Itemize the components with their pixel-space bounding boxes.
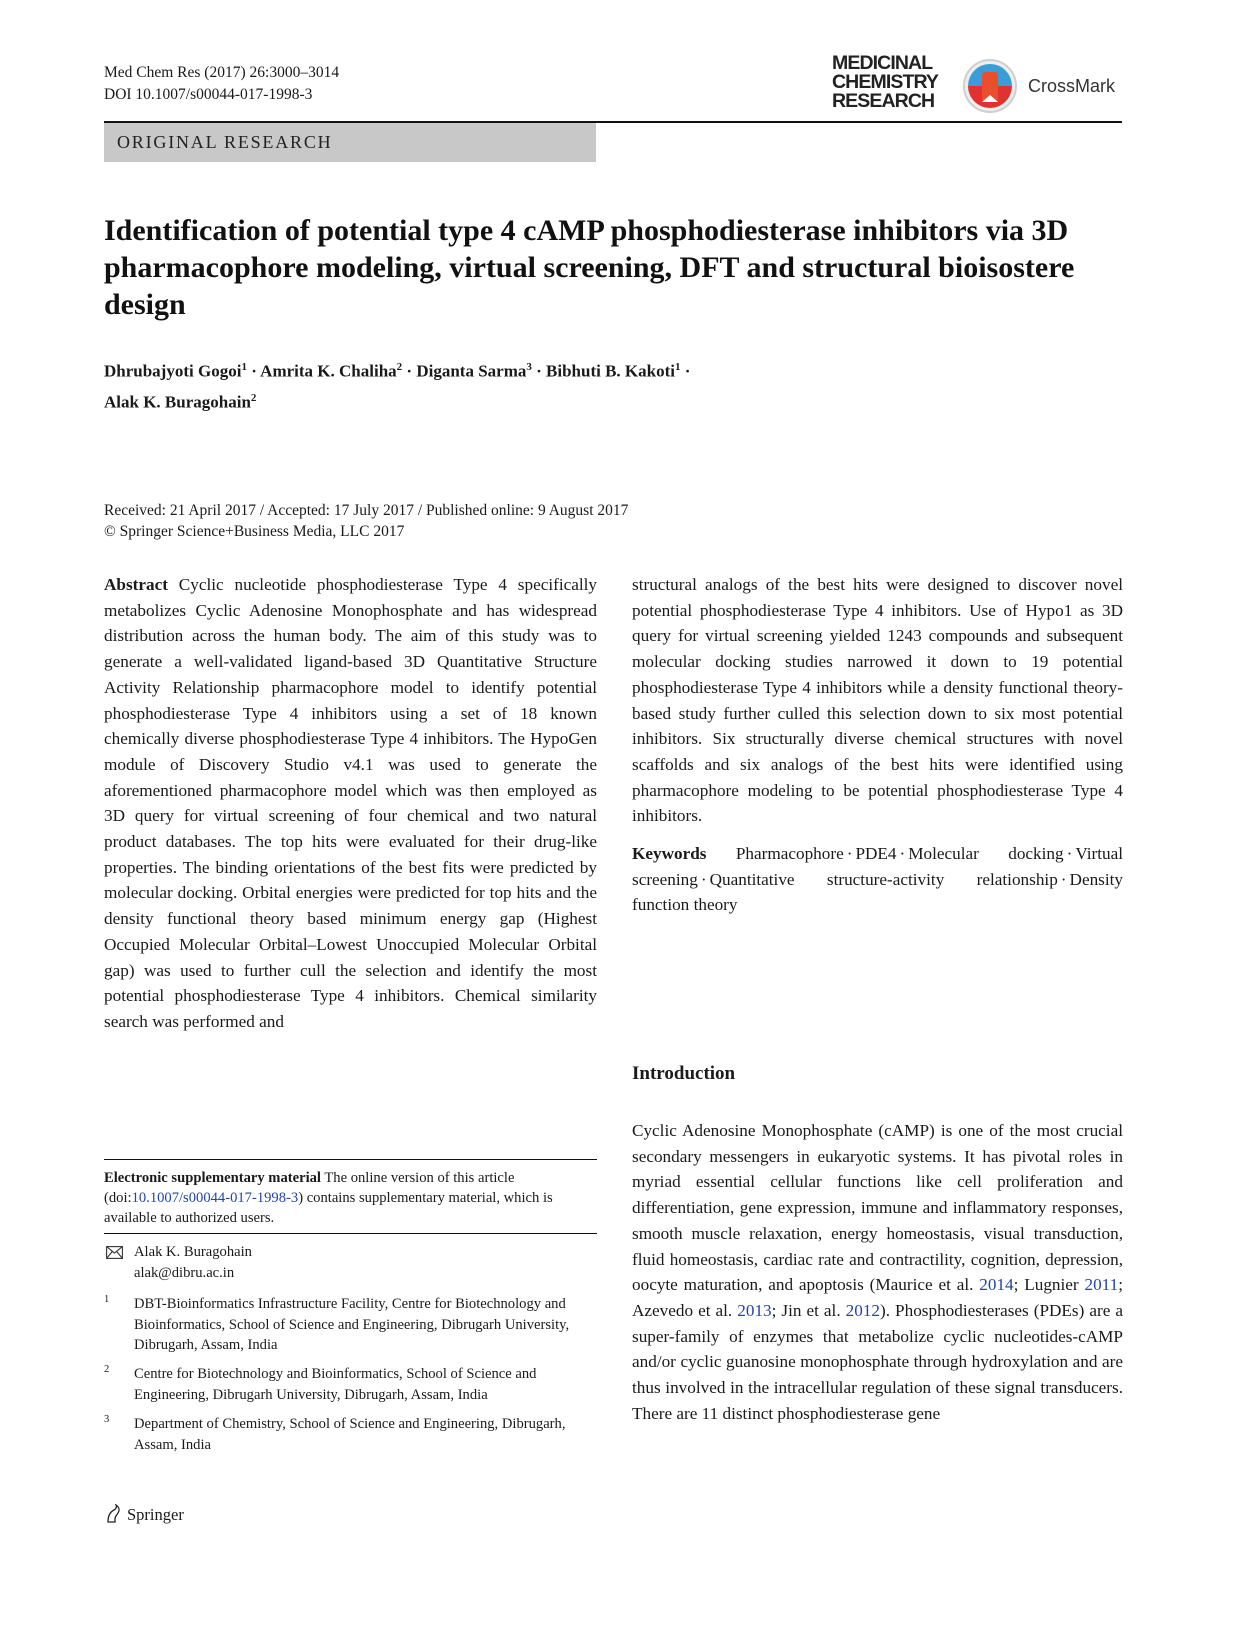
keyword-separator: · <box>1066 844 1073 864</box>
author-separator: · <box>536 361 542 381</box>
esm-text: The online version of this article (doi: <box>104 1170 515 1206</box>
author-affiliation-ref: 2 <box>250 391 257 404</box>
author-list <box>104 354 1084 415</box>
keyword-separator: · <box>700 869 707 889</box>
page-footer <box>104 1504 184 1525</box>
esm-doi-link[interactable]: 10.1007/s00044-017-1998-3 <box>131 1190 299 1206</box>
keywords <box>632 841 1123 918</box>
keyword: PDE4 <box>855 844 897 864</box>
intro-text: ). Phosphodiesterases (PDEs) are a super-family of enzymes that metabolize cyclic nucleotides-cAMP and/or cyclic guanosine monophosphate through hydroxylation and are thus involved in the intracellular regulation of these signal transducers. There are 11 distinct phosphodiesterase gene <box>632 1300 1123 1423</box>
affiliation-text: Department of Chemistry, School of Science and Engineering, Dibrugarh, Assam, India <box>134 1416 566 1453</box>
author-name: Diganta Sarma <box>416 361 527 381</box>
corresponding-author-name: Alak K. Buragohain <box>134 1244 252 1260</box>
esm-rule <box>104 1159 597 1160</box>
esm-label: Electronic supplementary material <box>104 1170 321 1186</box>
keyword: Quantitative structure-activity relationship <box>709 869 1058 889</box>
abstract-text: Cyclic nucleotide phosphodiesterase Type 4 specifically metabolizes Cyclic Adenosine Monophosphate and has widespread distribution across the human body. The aim of this study was to generate a well-validated ligand-based 3D Quantitative Structure Activity Relationship pharmacophore model to identify potential phosphodiesterase Type 4 inhibitors using a set of 18 known chemically diverse phosphodiesterase Type 4 inhibitors. The HypoGen module of Discovery Studio v4.1 was used to generate the aforementioned pharmacophore model which was then employed as 3D query for virtual screening of four chemical and two natural product databases. The top hits were evaluated for their drug-like properties. The binding orientations of the best fits were predicted by molecular docking. Orbital energies were predicted for top hits and the density functional theory based minimum energy gap (Highest Occupied Molecular Orbital–Lowest Unoccupied Molecular Orbital gap) was used to further cull the selection and identify the most potential phosphodiesterase Type 4 inhibitors. Chemical similarity search was performed and <box>104 575 597 1031</box>
citation-link[interactable]: 2012 <box>845 1300 881 1320</box>
copyright-line: © Springer Science+Business Media, LLC 2017 <box>104 523 405 540</box>
affiliation-text: DBT-Bioinformatics Infrastructure Facility, Centre for Biotechnology and Bioinformatics, School of Science and Engineering, Dibrugarh University, Dibrugarh, Assam, India <box>134 1296 570 1353</box>
author-affiliation-ref: 3 <box>526 361 532 373</box>
journal-logo-line: RESEARCH <box>832 90 935 112</box>
affiliation-number: 1 <box>104 1294 110 1305</box>
header-logos <box>832 54 1122 120</box>
author-name: Alak K. Buragohain <box>104 392 251 412</box>
springer-horse-icon <box>104 1504 124 1524</box>
keywords-label: Keywords <box>632 844 707 864</box>
introduction-heading: Introduction <box>632 1063 736 1084</box>
author-separator: · <box>406 361 413 381</box>
date-history: Received: 21 April 2017 / Accepted: 17 July 2017 / Published online: 9 August 2017 <box>104 502 629 519</box>
abstract <box>104 572 597 1035</box>
keyword-separator: · <box>1060 869 1067 889</box>
keyword: Pharmacophore <box>735 844 844 864</box>
keyword: Molecular docking <box>908 844 1064 864</box>
citation: Med Chem Res (2017) 26:3000–3014 <box>104 64 340 81</box>
keyword: Density function theory <box>632 869 1123 915</box>
author-separator: · <box>684 361 691 381</box>
crossmark-icon[interactable] <box>962 58 1018 114</box>
esm-text: ) contains supplementary material, which is available to authorized users. <box>104 1190 553 1226</box>
keyword-separator: · <box>899 844 906 864</box>
publisher-name: Springer <box>127 1505 184 1524</box>
citation-link[interactable]: 2011 <box>1084 1275 1119 1295</box>
article-meta <box>104 62 339 106</box>
abstract-right-column <box>632 572 1123 918</box>
envelope-icon <box>106 1246 123 1259</box>
intro-text: ; Jin et al. <box>771 1300 846 1320</box>
author-name: Bibhuti B. Kakoti <box>546 361 675 381</box>
affiliation-text: Centre for Biotechnology and Bioinformatics, School of Science and Engineering, Dibrugarh University, Dibrugarh, Assam, India <box>134 1366 537 1403</box>
intro-text: ; Azevedo et al. <box>632 1275 1124 1320</box>
crossmark-label[interactable]: CrossMark <box>1028 76 1116 96</box>
affiliation-number: 2 <box>104 1364 110 1375</box>
abstract-left-column <box>104 572 597 1035</box>
author-name: Dhrubajyoti Gogoi <box>104 361 242 381</box>
doi: DOI 10.1007/s00044-017-1998-3 <box>104 86 313 103</box>
author-separator: · <box>251 361 257 381</box>
introduction-paragraph <box>632 1118 1123 1426</box>
intro-text: Cyclic Adenosine Monophosphate (cAMP) is one of the most crucial secondary messengers in eukaryotic systems. It has pivotal roles in myriad essential cellular functions like cell proliferation and differentiation, gene expression, immune and inflammatory responses, smooth muscle relaxation, energy homeostasis, visual transduction, fluid homeostasis, cardiac rate and contractility, cognition, depression, oocyte maturation, and apoptosis (Maurice et al. <box>632 1121 1123 1295</box>
author-affiliation-ref: 2 <box>396 361 403 373</box>
author-affiliation-ref: 1 <box>241 361 247 373</box>
citation-link[interactable]: 2013 <box>737 1300 772 1320</box>
abstract-continuation: structural analogs of the best hits were designed to discover novel potential phosphodiesterase Type 4 inhibitors. Use of Hypo1 as 3D query for virtual screening yielded 1243 compounds and subsequent molecular docking studies narrowed it down to 19 potential phosphodiesterase Type 4 inhibitors while a density functional theory-based study further culled this selection down to six most potential inhibitors. Six structurally diverse chemical structures with novel scaffolds and six analogs of the best hits were identified using pharmacophore modeling to be potential phosphodiesterase Type 4 inhibitors. <box>632 575 1123 826</box>
affiliations-rule <box>104 1233 597 1234</box>
keyword: Virtual screening <box>632 844 1123 889</box>
author-name: Amrita K. Chaliha <box>260 361 397 381</box>
citation-link[interactable]: 2014 <box>979 1275 1014 1295</box>
section-tag: ORIGINAL RESEARCH <box>104 123 596 162</box>
article-title: Identification of potential type 4 cAMP phosphodiesterase inhibitors via 3D pharmacophore modeling, virtual screening, DFT and structural bioisostere design <box>104 214 1075 321</box>
abstract-label: Abstract <box>104 575 168 594</box>
esm-note <box>104 1168 597 1228</box>
author-affiliation-ref: 1 <box>675 361 681 373</box>
affiliation-number: 3 <box>104 1414 110 1425</box>
intro-text: ; Lugnier <box>1013 1275 1085 1295</box>
journal-logo-line: MEDICINAL <box>832 52 933 74</box>
publication-dates <box>104 500 628 542</box>
journal-logo <box>832 54 948 111</box>
journal-logo-line: CHEMISTRY <box>832 71 939 93</box>
keyword-separator: · <box>846 844 853 864</box>
corresponding-author-email[interactable]: alak@dibru.ac.in <box>134 1264 235 1281</box>
